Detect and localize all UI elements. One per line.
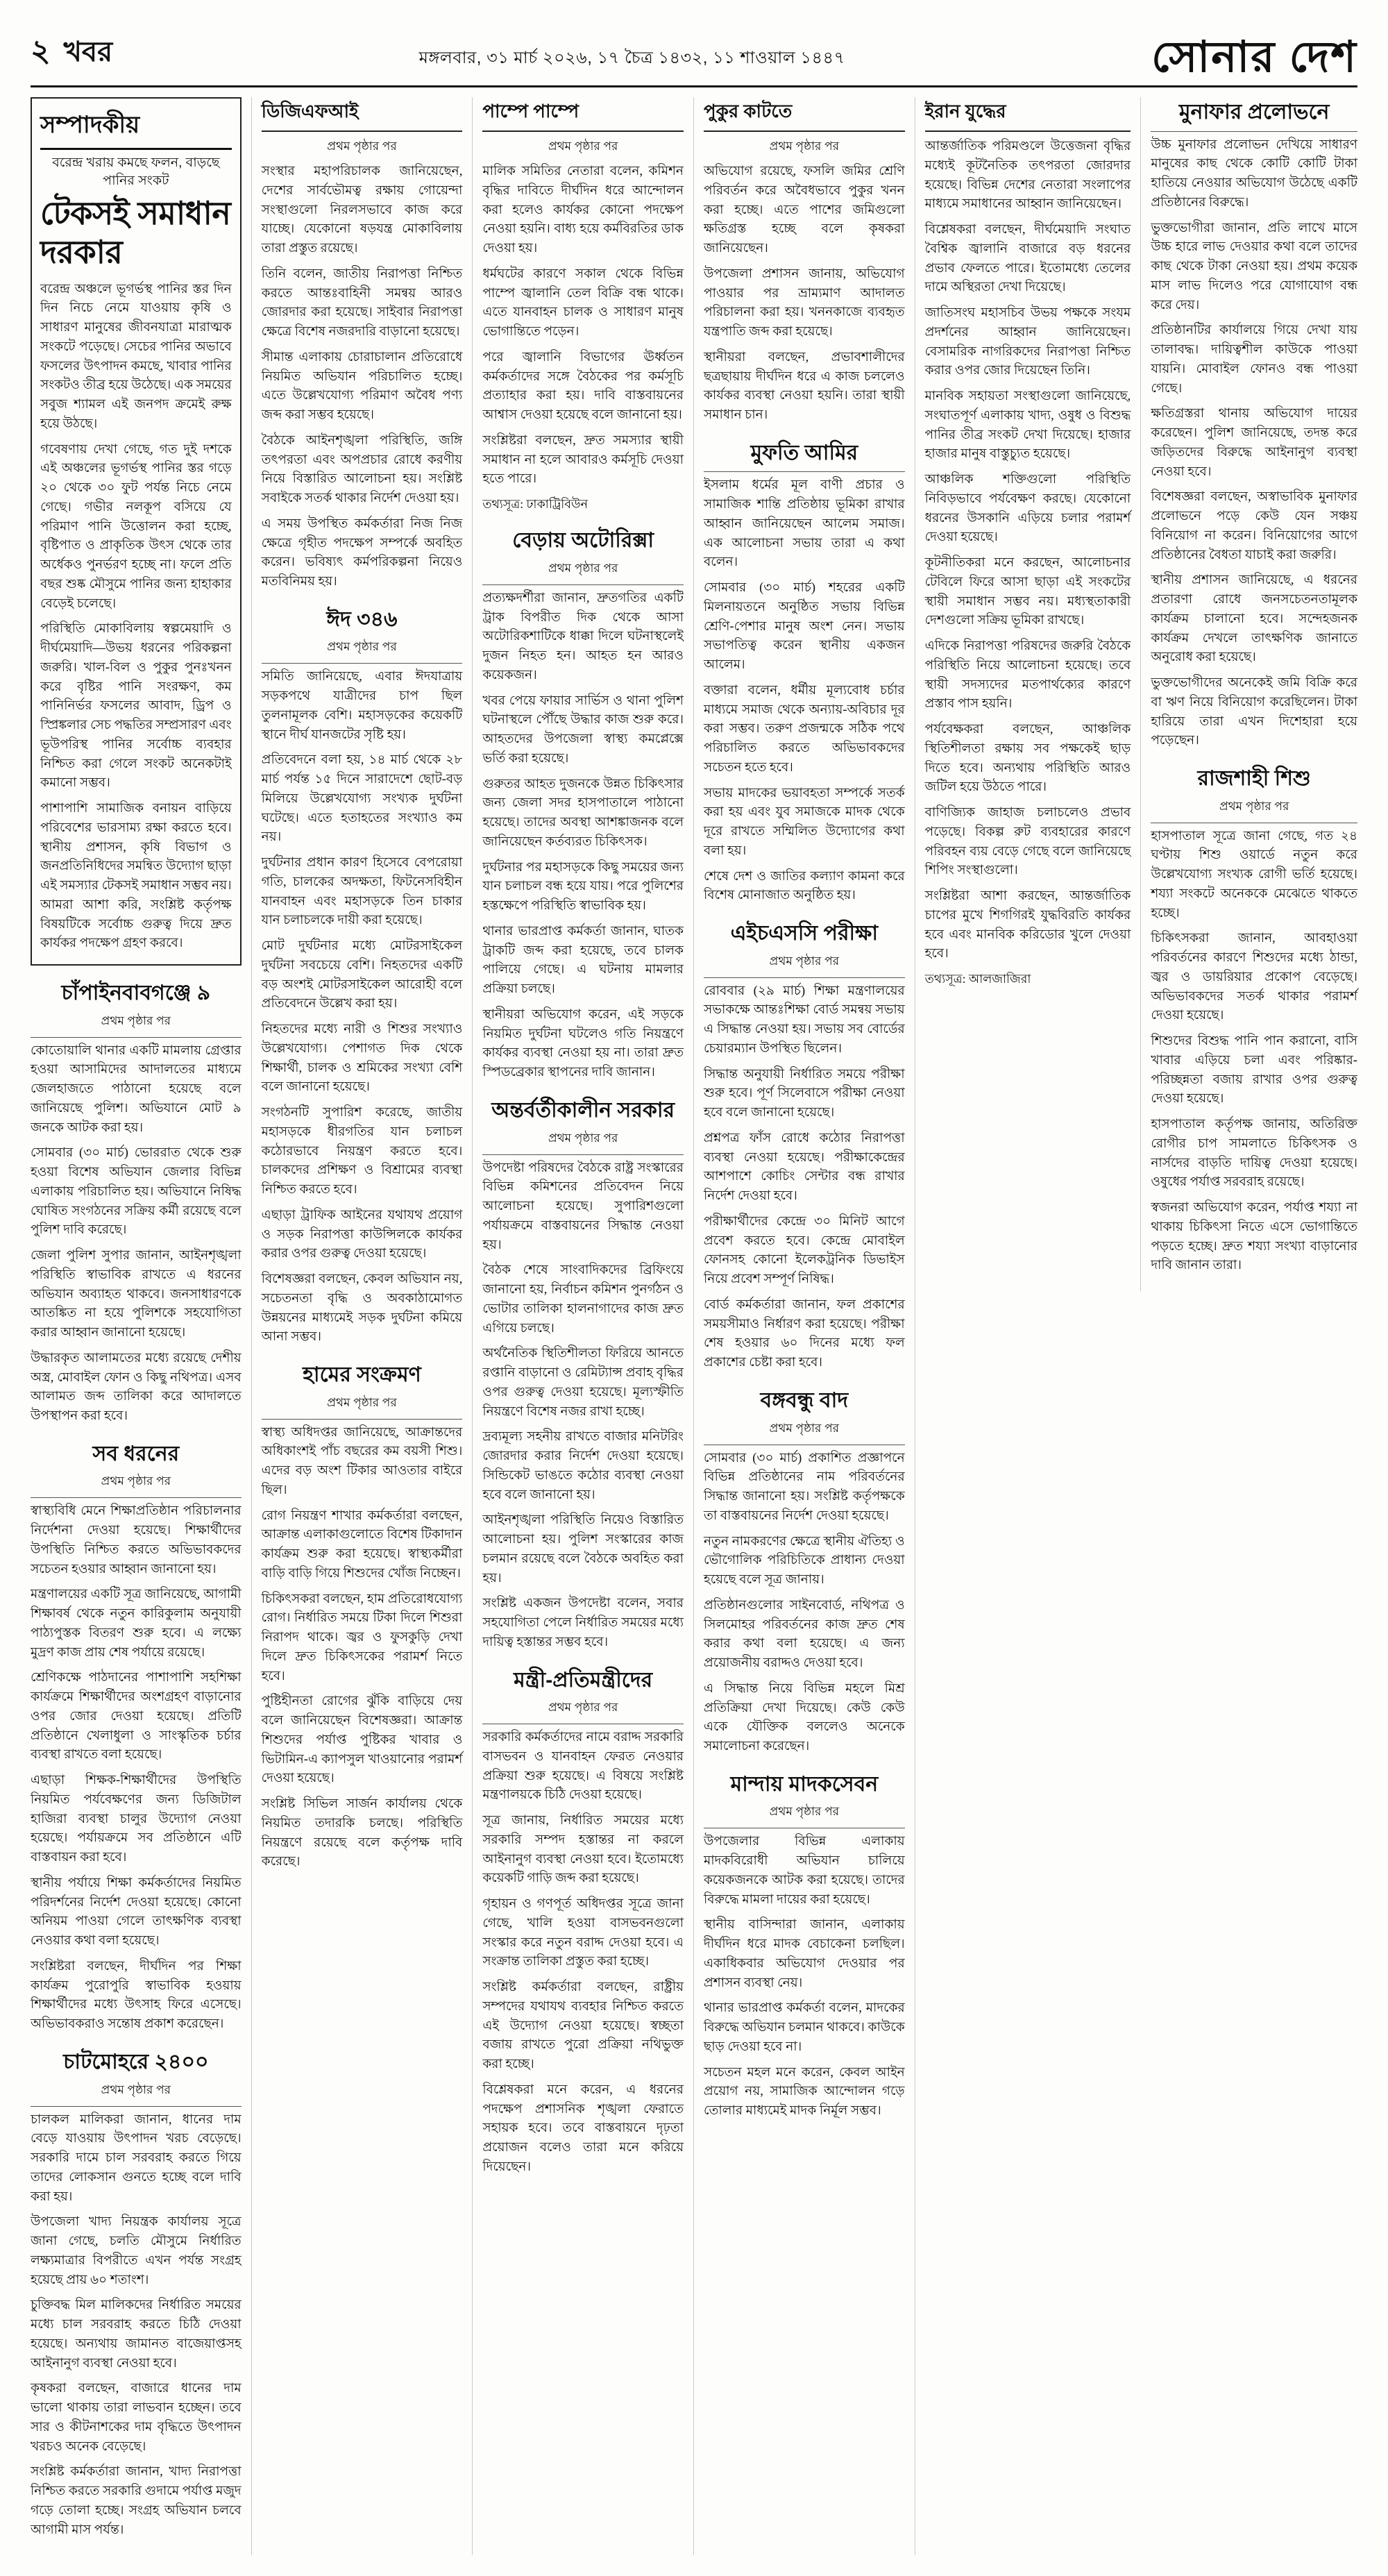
article <box>31 2050 242 2540</box>
paragraph: মালিক সমিতির নেতারা বলেন, কমিশন বৃদ্ধির দাবিতে দীর্ঘদিন ধরে আন্দোলন করা হলেও কার্যকর কোনো পদক্ষেপ নেওয়া হয়নি। বাধ্য হয়ে কর্মবিরতির ডাক দেওয়া হয়। <box>482 165 684 255</box>
paragraph: সংশ্লিষ্ট সিভিল সার্জন কার্যালয় থেকে নিয়মিত তদারকি চলছে। পরিস্থিতি নিয়ন্ত্রণে রয়েছে বলে কর্তৃপক্ষ দাবি করেছে। <box>261 1797 463 1869</box>
article <box>1151 766 1357 1276</box>
article <box>704 1388 905 1757</box>
jumpline: প্রথম পৃষ্ঠার পর <box>548 1131 618 1145</box>
editorial-box <box>31 97 242 966</box>
jumpline: প্রথম পৃষ্ঠার পর <box>769 1421 839 1435</box>
paragraph: চিকিৎসকরা জানান, আবহাওয়া পরিবর্তনের কারণে শিশুদের মধ্যে ঠান্ডা, জ্বর ও ডায়রিয়ার প্রকোপ বেড়েছে। অভিভাবকদের সতর্ক থাকার পরামর্শ দেওয়া হয়েছে। <box>1151 932 1357 1023</box>
paragraph: ভুক্তভোগীরা জানান, প্রতি লাখে মাসে উচ্চ হারে লাভ দেওয়ার কথা বলে তাদের কাছ থেকে টাকা নেওয়া হয়। প্রথম কয়েক মাস লাভ দিলেও পরে যোগাযোগ বন্ধ করে দেয়। <box>1151 221 1357 312</box>
paragraph: গৃহায়ন ও গণপূর্ত অধিদপ্তর সূত্রে জানা গেছে, খালি হওয়া বাসভবনগুলো সংস্কার করে নতুন বরাদ্দ দেওয়া হবে। এ সংক্রান্ত তালিকা প্রস্তুত করা হচ্ছে। <box>482 1897 684 1969</box>
paragraph: সংশ্লিষ্ট একজন উপদেষ্টা বলেন, সবার সহযোগিতা পেলে নির্ধারিত সময়ের মধ্যে দায়িত্ব হস্তান্তর সম্ভব হবে। <box>482 1597 684 1649</box>
article-kicker: পুকুর কাটতে <box>704 97 905 132</box>
article-headline: ঈদ ৩৪৬ <box>326 607 398 631</box>
paragraph: ধর্মঘটের কারণে সকাল থেকে বিভিন্ন পাম্পে জ্বালানি তেল বিক্রি বন্ধ থাকে। এতে যানবাহন চালক ও সাধারণ মানুষ ভোগান্তিতে পড়েন। <box>482 267 684 339</box>
paragraph: স্থানীয় প্রশাসন জানিয়েছে, এ ধরনের প্রতারণা রোধে জনসচেতনতামূলক কার্যক্রম চালানো হবে। সন্দেহজনক কার্যক্রম দেখলে তাৎক্ষণিক জানাতে অনুরোধ করা হয়েছে। <box>1151 573 1357 665</box>
paragraph: স্থানীয়রা বলছেন, প্রভাবশালীদের ছত্রছায়ায় দীর্ঘদিন ধরে এ কাজ চললেও কার্যকর ব্যবস্থা নেওয়া হয়নি। তারা স্থায়ী সমাধান চান। <box>703 350 905 422</box>
paragraph: সংশ্লিষ্টরা আশা করছেন, আন্তর্জাতিক চাপের মুখে শিগগিরই যুদ্ধবিরতি কার্যকর হবে এবং মানবিক করিডোর খুলে দেওয়া হবে। <box>924 889 1131 961</box>
paragraph: সংগঠনটি সুপারিশ করেছে, জাতীয় মহাসড়কে ধীরগতির যান চলাচল কঠোরভাবে নিয়ন্ত্রণ করতে হবে। চালকদের প্রশিক্ষণ ও বিশ্রামের ব্যবস্থা নিশ্চিত করতে হবে। <box>261 1106 463 1197</box>
paragraph: সোমবার (৩০ মার্চ) শহরের একটি মিলনায়তনে অনুষ্ঠিত সভায় বিভিন্ন শ্রেণি-পেশার মানুষ অংশ নেন। সভায় সভাপতিত্ব করেন স্থানীয় একজন আলেম। <box>703 581 905 673</box>
dateline: মঙ্গলবার, ৩১ মার্চ ২০২৬, ১৭ চৈত্র ১৪৩২, ১১ শাওয়াল ১৪৪৭ <box>418 49 845 67</box>
page-number: ২ <box>31 34 51 68</box>
paragraph: প্রত্যক্ষদর্শীরা জানান, দ্রুতগতির একটি ট্রাক বিপরীত দিক থেকে আসা অটোরিকশাটিকে ধাক্কা দিলে ঘটনাস্থলেই দুজন নিহত হন। আহত হন আরও কয়েকজন। <box>482 591 684 682</box>
paragraph: পর্যবেক্ষকরা বলছেন, আঞ্চলিক স্থিতিশীলতা রক্ষায় সব পক্ষকেই ছাড় দিতে হবে। অন্যথায় পরিস্থিতি আরও জটিল হয়ে উঠতে পারে। <box>924 723 1131 795</box>
paragraph: উপজেলার বিভিন্ন এলাকায় মাদকবিরোধী অভিযান চালিয়ে কয়েকজনকে আটক করা হয়েছে। তাদের বিরুদ্ধে মামলা দায়ের করা হয়েছে। <box>703 1835 905 1907</box>
divider <box>31 1037 242 1038</box>
column-5a <box>925 97 1142 1291</box>
paragraph: ভুক্তভোগীদের অনেকেই জমি বিক্রি করে বা ঋণ নিয়ে বিনিয়োগ করেছিলেন। টাকা হারিয়ে তারা এখন দিশেহারা হয়ে পড়েছেন। <box>1151 676 1357 748</box>
paragraph: আন্তর্জাতিক পরিমণ্ডলে উত্তেজনা বৃদ্ধির মধ্যেই কূটনৈতিক তৎপরতা জোরদার হয়েছে। বিভিন্ন দেশের নেতারা সংলাপের মাধ্যমে সমাধানের আহ্বান জানিয়েছেন। <box>924 140 1131 212</box>
article <box>482 528 684 1083</box>
masthead <box>31 28 1357 87</box>
article <box>704 921 905 1373</box>
jumpline: প্রথম পৃষ্ঠার পর <box>327 1395 397 1409</box>
paragraph: গুরুতর আহত দুজনকে উন্নত চিকিৎসার জন্য জেলা সদর হাসপাতালে পাঠানো হয়েছে। তাদের অবস্থা আশঙ্কাজনক বলে জানিয়েছেন কর্তব্যরত চিকিৎসক। <box>482 777 684 849</box>
paragraph: কৃষকরা বলছেন, বাজারে ধানের দাম ভালো থাকায় তারা লাভবান হচ্ছেন। তবে সার ও কীটনাশকের দাম বৃদ্ধিতে উৎপাদন খরচও অনেক বেড়েছে। <box>31 2382 242 2454</box>
paragraph: উচ্চ মুনাফার প্রলোভন দেখিয়ে সাধারণ মানুষের কাছ থেকে কোটি কোটি টাকা হাতিয়ে নেওয়ার অভিযোগ উঠেছে একটি প্রতিষ্ঠানের বিরুদ্ধে। <box>1151 137 1357 210</box>
editorial-label: সম্পাদকীয় <box>40 107 232 150</box>
article-headline: বেড়ায় অটোরিক্সা <box>512 529 654 553</box>
article-headline: রাজশাহী শিশু <box>1197 767 1311 791</box>
paragraph: সভায় মাদকের ভয়াবহতা সম্পর্কে সতর্ক করা হয় এবং যুব সমাজকে মাদক থেকে দূরে রাখতে সম্মিলিত উদ্যোগের কথা বলা হয়। <box>703 786 905 858</box>
paragraph: পরে জ্বালানি বিভাগের ঊর্ধ্বতন কর্মকর্তাদের সঙ্গে বৈঠকের পর কর্মসূচি প্রত্যাহার করা হয়। দাবি বাস্তবায়নের আশ্বাস দেওয়া হয়েছে বলে জানানো হয়। <box>482 350 684 422</box>
article-kicker: ইরান যুদ্ধের <box>925 97 1131 132</box>
paragraph: বিশেষজ্ঞরা বলছেন, কেবল অভিযান নয়, সচেতনতা বৃদ্ধি ও অবকাঠামোগত উন্নয়নের মাধ্যমেই সড়ক দুর্ঘটনা কমিয়ে আনা সম্ভব। <box>261 1272 463 1345</box>
paragraph: এ সিদ্ধান্ত নিয়ে বিভিন্ন মহলে মিশ্র প্রতিক্রিয়া দেখা দিয়েছে। কেউ কেউ একে যৌক্তিক বললেও অনেকে সমালোচনা করেছেন। <box>703 1681 905 1754</box>
paragraph: থানার ভারপ্রাপ্ত কর্মকর্তা বলেন, মাদকের বিরুদ্ধে অভিযান চলমান থাকবে। কাউকে ছাড় দেওয়া হবে না। <box>703 2001 905 2054</box>
jumpline: প্রথম পৃষ্ঠার পর <box>548 140 618 153</box>
paragraph: প্রতিষ্ঠানগুলোর সাইনবোর্ড, নথিপত্র ও সিলমোহর পরিবর্তনের কাজ দ্রুত শেষ করার কথা বলা হয়েছে। এ জন্য প্রয়োজনীয় বরাদ্দও দেওয়া হবে। <box>703 1598 905 1671</box>
column-2 <box>252 97 473 2555</box>
article <box>31 981 242 1426</box>
paragraph: বৈঠক শেষে সাংবাদিকদের ব্রিফিংয়ে জানানো হয়, নির্বাচন কমিশন পুনর্গঠন ও ভোটার তালিকা হালনাগাদের কাজ দ্রুত এগিয়ে চলছে। <box>482 1263 684 1336</box>
article-headline: এইচএসসি পরীক্ষা <box>730 922 879 945</box>
paragraph: রোগ নিয়ন্ত্রণ শাখার কর্মকর্তারা বলছেন, আক্রান্ত এলাকাগুলোতে বিশেষ টিকাদান কার্যক্রম শুরু করা হয়েছে। স্বাস্থ্যকর্মীরা বাড়ি বাড়ি গিয়ে শিশুদের খোঁজ নিচ্ছেন। <box>261 1508 463 1581</box>
paragraph: ইসলাম ধর্মের মূল বাণী প্রচার ও সামাজিক শান্তি প্রতিষ্ঠায় ভূমিকা রাখার আহ্বান জানিয়েছেন আলেম সমাজ। এক আলোচনা সভায় তারা এ কথা বলেন। <box>703 478 905 570</box>
paragraph: হাসপাতাল কর্তৃপক্ষ জানায়, অতিরিক্ত রোগীর চাপ সামলাতে চিকিৎসক ও নার্সদের বাড়তি দায়িত্ব দেওয়া হয়েছে। ওষুধের পর্যাপ্ত সরবরাহ রয়েছে। <box>1151 1118 1357 1190</box>
paragraph: স্থানীয় পর্যায়ে শিক্ষা কর্মকর্তাদের নিয়মিত পরিদর্শনের নির্দেশ দেওয়া হয়েছে। কোনো অনিয়ম পাওয়া গেলে তাৎক্ষণিক ব্যবস্থা নেওয়ার কথা বলা হয়েছে। <box>31 1876 242 1948</box>
article-headline: মুনাফার প্রলোভনে <box>1178 101 1330 124</box>
paragraph: সীমান্ত এলাকায় চোরাচালান প্রতিরোধে নিয়মিত অভিযান পরিচালিত হচ্ছে। এতে উল্লেখযোগ্য পরিমাণ অবৈধ পণ্য জব্দ করা সম্ভব হয়েছে। <box>261 350 463 422</box>
paragraph: সংশ্লিষ্টরা বলছেন, দীর্ঘদিন পর শিক্ষা কার্যক্রম পুরোপুরি স্বাভাবিক হওয়ায় শিক্ষার্থীদের মধ্যে উৎসাহ ফিরে এসেছে। অভিভাবকরাও সন্তোষ প্রকাশ করেছেন। <box>31 1959 242 2032</box>
article <box>704 1772 905 2121</box>
paragraph: উপজেলা প্রশাসন জানায়, অভিযোগ পাওয়ার পর ভ্রাম্যমাণ আদালত পরিচালনা করা হয়। খননকাজে ব্যবহৃত যন্ত্রপাতি জব্দ করা হয়েছে। <box>703 267 905 339</box>
article-headline: চাটমোহরে ২৪০০ <box>63 2050 209 2073</box>
paragraph: এছাড়া ট্রাফিক আইনের যথাযথ প্রয়োগ ও সড়ক নিরাপত্তা কাউন্সিলকে কার্যকর করার ওপর গুরুত্ব দেওয়া হয়েছে। <box>261 1208 463 1261</box>
paragraph: প্রতিবেদনে বলা হয়, ১৪ মার্চ থেকে ২৮ মার্চ পর্যন্ত ১৫ দিনে সারাদেশে ছোট-বড় মিলিয়ে উল্লেখযোগ্য সংখ্যক দুর্ঘটনা ঘটেছে। এতে হতাহতের সংখ্যাও কম নয়। <box>261 753 463 845</box>
paragraph: স্থানীয় বাসিন্দারা জানান, এলাকায় দীর্ঘদিন ধরে মাদক বেচাকেনা চলছিল। একাধিকবার অভিযোগ দেওয়ার পর প্রশাসন ব্যবস্থা নেয়। <box>703 1918 905 1990</box>
paragraph: পরীক্ষার্থীদের কেন্দ্রে ৩০ মিনিট আগে প্রবেশ করতে হবে। কেন্দ্রে মোবাইল ফোনসহ কোনো ইলেকট্রনিক ডিভাইস নিয়ে প্রবেশ সম্পূর্ণ নিষিদ্ধ। <box>703 1214 905 1287</box>
paper-logo: সোনার দেশ <box>1151 33 1357 82</box>
paragraph: হাসপাতাল সূত্রে জানা গেছে, গত ২৪ ঘণ্টায় শিশু ওয়ার্ডে নতুন করে উল্লেখযোগ্য সংখ্যক রোগী ভর্তি হয়েছে। শয্যা সংকটে অনেককে মেঝেতে থাকতে হচ্ছে। <box>1151 829 1357 920</box>
paragraph: জাতিসংঘ মহাসচিব উভয় পক্ষকে সংযম প্রদর্শনের আহ্বান জানিয়েছেন। বেসামরিক নাগরিকদের নিরাপত্তা নিশ্চিত করার ওপর জোর দিয়েছেন তিনি। <box>924 306 1131 378</box>
paragraph: এদিকে নিরাপত্তা পরিষদের জরুরি বৈঠকে পরিস্থিতি নিয়ে আলোচনা হয়েছে। তবে স্থায়ী সদস্যদের মতপার্থক্যের কারণে প্রস্তাব পাস হয়নি। <box>924 639 1131 712</box>
paragraph: সচেতন মহল মনে করেন, কেবল আইন প্রয়োগ নয়, সামাজিক আন্দোলন গড়ে তোলার মাধ্যমেই মাদক নির্মূল সম্ভব। <box>703 2065 905 2119</box>
masthead-left <box>31 28 112 78</box>
article <box>704 441 905 906</box>
paragraph: সংশ্লিষ্টরা বলছেন, দ্রুত সমস্যার স্থায়ী সমাধান না হলে আবারও কর্মসূচি দেওয়া হতে পারে। <box>482 433 684 487</box>
paragraph: চুক্তিবদ্ধ মিল মালিকদের নির্ধারিত সময়ের মধ্যে চাল সরবরাহ করতে চিঠি দেওয়া হয়েছে। অন্যথায় জামানত বাজেয়াপ্তসহ আইনানুগ ব্যবস্থা নেওয়া হবে। <box>31 2298 242 2371</box>
article-headline: সব ধরনের <box>92 1442 180 1465</box>
article-headline: বঙ্গবন্ধু বাদ <box>760 1388 849 1412</box>
paragraph: শেষে দেশ ও জাতির কল্যাণ কামনা করে বিশেষ মোনাজাত অনুষ্ঠিত হয়। <box>703 869 905 903</box>
paragraph: সংস্থার মহাপরিচালক জানিয়েছেন, দেশের সার্বভৌমত্ব রক্ষায় গোয়েন্দা সংস্থাগুলো নিরলসভাবে কাজ করে যাচ্ছে। যেকোনো ষড়যন্ত্র মোকাবিলায় তারা প্রস্তুত রয়েছে। <box>261 165 463 255</box>
paragraph: নিহতদের মধ্যে নারী ও শিশুর সংখ্যাও উল্লেখযোগ্য। পেশাগত দিক থেকে শিক্ষার্থী, চালক ও শ্রমিকের সংখ্যা বেশি বলে জানানো হয়েছে। <box>261 1022 463 1095</box>
paragraph: মানবিক সহায়তা সংস্থাগুলো জানিয়েছে, সংঘাতপূর্ণ এলাকায় খাদ্য, ওষুধ ও বিশুদ্ধ পানির তীব্র সংকট দেখা দিয়েছে। হাজার হাজার মানুষ বাস্তুচ্যুত হয়েছে। <box>924 389 1131 462</box>
article <box>262 607 463 1347</box>
paragraph: এছাড়া শিক্ষক-শিক্ষার্থীদের উপস্থিতি নিয়মিত পর্যবেক্ষণের জন্য ডিজিটাল হাজিরা ব্যবস্থা চালুর উদ্যোগ নেওয়া হয়েছে। পর্যায়ক্রমে সব প্রতিষ্ঠানে এটি বাস্তবায়ন করা হবে। <box>31 1774 242 1865</box>
divider <box>482 584 684 585</box>
paragraph: আইনশৃঙ্খলা পরিস্থিতি নিয়েও বিস্তারিত আলোচনা হয়। পুলিশ সংস্কারের কাজ চলমান রয়েছে বলে বৈঠকে অবহিত করা হয়। <box>482 1513 684 1585</box>
article-headline: অন্তর্বর্তীকালীন সরকার <box>491 1098 675 1122</box>
paragraph: স্বাস্থ্যবিধি মেনে শিক্ষাপ্রতিষ্ঠান পরিচালনার নির্দেশনা দেওয়া হয়েছে। শিক্ষার্থীদের উপস্থিতি নিশ্চিত করতে অভিভাবকদের সচেতন হওয়ার আহ্বান জানানো হয়। <box>31 1504 242 1576</box>
paragraph: বক্তারা বলেন, ধর্মীয় মূল্যবোধ চর্চার মাধ্যমে সমাজ থেকে অন্যায়-অবিচার দূর করা সম্ভব। তরুণ প্রজন্মকে সঠিক পথে পরিচালিত করতে অভিভাবকদের সচেতন হতে হবে। <box>703 683 905 775</box>
paragraph: খবর পেয়ে ফায়ার সার্ভিস ও থানা পুলিশ ঘটনাস্থলে পৌঁছে উদ্ধার কাজ শুরু করে। আহতদের উপজেলা স্বাস্থ্য কমপ্লেক্সে ভর্তি করা হয়েছে। <box>482 693 684 766</box>
paragraph: মন্ত্রণালয়ের একটি সূত্র জানিয়েছে, আগামী শিক্ষাবর্ষ থেকে নতুন কারিকুলাম অনুযায়ী পাঠ্যপুস্তক বিতরণ শুরু হবে। এ লক্ষ্যে মুদ্রণ কাজ প্রায় শেষ পর্যায়ে রয়েছে। <box>31 1588 242 1660</box>
article <box>482 97 684 513</box>
article <box>704 97 905 426</box>
paragraph: কূটনীতিকরা মনে করছেন, আলোচনার টেবিলে ফিরে আসা ছাড়া এই সংকটের স্থায়ী সমাধান সম্ভব নয়। মধ্যস্থতাকারী দেশগুলো সক্রিয় ভূমিকা রাখছে। <box>924 556 1131 628</box>
paragraph: স্বাস্থ্য অধিদপ্তর জানিয়েছে, আক্রান্তদের অধিকাংশই পাঁচ বছরের কম বয়সী শিশু। এদের বড় অংশ টিকার আওতার বাইরে ছিল। <box>261 1425 463 1497</box>
jumpline: প্রথম পৃষ্ঠার পর <box>101 1013 171 1027</box>
jumpline: প্রথম পৃষ্ঠার পর <box>1219 799 1289 813</box>
paragraph: শিশুদের বিশুদ্ধ পানি পান করানো, বাসি খাবার এড়িয়ে চলা এবং পরিষ্কার-পরিচ্ছন্নতা বজায় রাখার ওপর গুরুত্ব দেওয়া হয়েছে। <box>1151 1034 1357 1106</box>
paragraph: অভিযোগ রয়েছে, ফসলি জমির শ্রেণি পরিবর্তন করে অবৈধভাবে পুকুর খনন করা হচ্ছে। এতে পাশের জমিগুলো ক্ষতিগ্রস্ত হচ্ছে বলে কৃষকরা জানিয়েছেন। <box>703 165 905 255</box>
paragraph: বোর্ড কর্মকর্তারা জানান, ফল প্রকাশের সময়সীমাও নির্ধারণ করা হয়েছে। পরীক্ষা শেষ হওয়ার ৬০ দিনের মধ্যে ফল প্রকাশের চেষ্টা করা হবে। <box>703 1297 905 1370</box>
jumpline: প্রথম পৃষ্ঠার পর <box>548 561 618 575</box>
paragraph: দুর্ঘটনার প্রধান কারণ হিসেবে বেপরোয়া গতি, চালকের অদক্ষতা, ফিটনেসবিহীন যানবাহন এবং মহাসড়কে তিন চাকার যান চলাচলকে দায়ী করা হয়েছে। <box>261 856 463 928</box>
section-name: খবর <box>63 37 113 67</box>
paragraph: বরেন্দ্র অঞ্চলে ভূগর্ভস্থ পানির স্তর দিন দিন নিচে নেমে যাওয়ায় কৃষি ও সাধারণ মানুষের জীবনযাত্রা মারাত্মক সংকটে পড়েছে। সেচের পানির অভাবে ফসলের উৎপাদন কমছে, খাবার পানির সংকটও তীব্র হয়ে উঠেছে। এক সময়ের সবুজ শ্যামল এই জনপদ ক্রমেই রুক্ষ হয়ে উঠছে। <box>40 282 232 431</box>
column-5b <box>1141 97 1357 1291</box>
divider <box>31 1497 242 1498</box>
jumpline: প্রথম পৃষ্ঠার পর <box>769 140 839 153</box>
paragraph: প্রতিষ্ঠানটির কার্যালয়ে গিয়ে দেখা যায় তালাবদ্ধ। দায়িত্বশীল কাউকে পাওয়া যায়নি। মোবাইল ফোনও বন্ধ পাওয়া গেছে। <box>1151 323 1357 396</box>
column-3 <box>473 97 694 2555</box>
paragraph: প্রশ্নপত্র ফাঁস রোধে কঠোর নিরাপত্তা ব্যবস্থা নেওয়া হয়েছে। পরীক্ষাকেন্দ্রের আশপাশে কোচিং সেন্টার বন্ধ রাখার নির্দেশ দেওয়া হবে। <box>703 1131 905 1204</box>
paragraph: জেলা পুলিশ সুপার জানান, আইনশৃঙ্খলা পরিস্থিতি স্বাভাবিক রাখতে এ ধরনের অভিযান অব্যাহত থাকবে। জনসাধারণকে আতঙ্কিত না হয়ে পুলিশকে সহযোগিতা করার আহ্বান জানানো হয়েছে। <box>31 1249 242 1340</box>
article-headline: চাঁপাইনবাবগঞ্জে ৯ <box>61 982 211 1004</box>
paragraph: নতুন নামকরণের ক্ষেত্রে স্থানীয় ঐতিহ্য ও ভৌগোলিক পরিচিতিকে প্রাধান্য দেওয়া হয়েছে বলে সূত্র জানায়। <box>703 1534 905 1588</box>
paragraph: বিশ্লেষকরা মনে করেন, এ ধরনের পদক্ষেপ প্রশাসনিক শৃঙ্খলা ফেরাতে সহায়ক হবে। তবে বাস্তবায়নে দৃঢ়তা প্রয়োজন বলেও তারা মনে করিয়ে দিয়েছেন। <box>482 2082 684 2174</box>
paragraph: সংশ্লিষ্ট কর্মকর্তারা বলছেন, রাষ্ট্রীয় সম্পদের যথাযথ ব্যবহার নিশ্চিত করতে এই উদ্যোগ নেওয়া হয়েছে। স্বচ্ছতা বজায় রাখতে পুরো প্রক্রিয়া নথিভুক্ত করা হচ্ছে। <box>482 1980 684 2072</box>
divider <box>704 471 905 472</box>
paragraph: আঞ্চলিক শক্তিগুলো পরিস্থিতি নিবিড়ভাবে পর্যবেক্ষণ করছে। যেকোনো ধরনের উসকানি এড়িয়ে চলার পরামর্শ দেওয়া হয়েছে। <box>924 473 1131 545</box>
jumpline: প্রথম পৃষ্ঠার পর <box>101 1474 171 1488</box>
paragraph: এ সময় উপস্থিত কর্মকর্তারা নিজ নিজ ক্ষেত্রে গৃহীত পদক্ষেপ সম্পর্কে অবহিত করেন। ভবিষ্যৎ কর্মপরিকল্পনা নিয়েও মতবিনিময় হয়। <box>261 516 463 589</box>
article-headline: মুফতি আমির <box>750 441 858 464</box>
paragraph: উপদেষ্টা পরিষদের বৈঠকে রাষ্ট্র সংস্কারের বিভিন্ন কমিশনের প্রতিবেদন নিয়ে আলোচনা হয়েছে। সুপারিশগুলো পর্যায়ক্রমে বাস্তবায়নের সিদ্ধান্ত নেওয়া হয়। <box>482 1161 684 1252</box>
article <box>1151 100 1357 751</box>
paragraph: সিদ্ধান্ত অনুযায়ী নির্ধারিত সময়ে পরীক্ষা শুরু হবে। পূর্ণ সিলেবাসে পরীক্ষা নেওয়া হবে বলে জানানো হয়েছে। <box>703 1067 905 1120</box>
paragraph: উপজেলা খাদ্য নিয়ন্ত্রক কার্যালয় সূত্রে জানা গেছে, চলতি মৌসুমে নির্ধারিত লক্ষ্যমাত্রার বিপরীতে এখন পর্যন্ত সংগ্রহ হয়েছে প্রায় ৬০ শতাংশ। <box>31 2215 242 2287</box>
article <box>31 1442 242 2035</box>
editorial-subhead: বরেন্দ্র খরায় কমছে ফলন, বাড়ছে পানির সংকট <box>52 155 220 188</box>
paragraph: স্থানীয়রা অভিযোগ করেন, এই সড়কে নিয়মিত দুর্ঘটনা ঘটলেও গতি নিয়ন্ত্রণে কার্যকর ব্যবস্থা নেওয়া হয় না। তারা দ্রুত স্পিডব্রেকার স্থাপনের দাবি জানান। <box>482 1007 684 1080</box>
jumpline: প্রথম পৃষ্ঠার পর <box>327 640 397 654</box>
article <box>262 97 463 592</box>
paragraph: রোববার (২৯ মার্চ) শিক্ষা মন্ত্রণালয়ের সভাকক্ষে আন্তঃশিক্ষা বোর্ড সমন্বয় সভায় এ সিদ্ধান্ত নেওয়া হয়। সভায় সব বোর্ডের চেয়ারম্যান উপস্থিত ছিলেন। <box>703 984 905 1056</box>
paragraph: চালকল মালিকরা জানান, ধানের দাম বেড়ে যাওয়ায় উৎপাদন খরচ বেড়েছে। সরকারি দামে চাল সরবরাহ করতে গিয়ে তাদের লোকসান গুনতে হচ্ছে বলে দাবি করা হয়। <box>31 2112 242 2204</box>
paragraph: মোট দুর্ঘটনার মধ্যে মোটরসাইকেল দুর্ঘটনা সবচেয়ে বেশি। নিহতদের একটি বড় অংশই মোটরসাইকেল আরোহী বলে প্রতিবেদনে উল্লেখ করা হয়। <box>261 939 463 1011</box>
paragraph: সোমবার (৩০ মার্চ) প্রকাশিত প্রজ্ঞাপনে বিভিন্ন প্রতিষ্ঠানের নাম পরিবর্তনের সিদ্ধান্ত জানানো হয়। সংশ্লিষ্ট কর্তৃপক্ষকে তা বাস্তবায়নের নির্দেশ দেওয়া হয়েছে। <box>703 1451 905 1523</box>
paragraph: পরিস্থিতি মোকাবিলায় স্বল্পমেয়াদি ও দীর্ঘমেয়াদি—উভয় ধরনের পরিকল্পনা জরুরি। খাল-বিল ও পুকুর পুনঃখনন করে বৃষ্টির পানি সংরক্ষণ, কম পানিনির্ভর ফসলের আবাদ, ড্রিপ ও স্প্রিঙ্কলার সেচ পদ্ধতির সম্প্রসারণ এবং ভূউপরিস্থ পানির সর্বোচ্চ ব্যবহার নিশ্চিত করা গেলে সংকট অনেকটাই কমানো সম্ভব। <box>40 622 232 791</box>
paragraph: চিকিৎসকরা বলছেন, হাম প্রতিরোধযোগ্য রোগ। নির্ধারিত সময়ে টিকা দিলে শিশুরা নিরাপদ থাকে। জ্বর ও ফুসকুড়ি দেখা দিলে দ্রুত চিকিৎসকের পরামর্শ নিতে হবে। <box>261 1592 463 1683</box>
paragraph: ক্ষতিগ্রস্তরা থানায় অভিযোগ দায়ের করেছেন। পুলিশ জানিয়েছে, তদন্ত করে জড়িতদের বিরুদ্ধে আইনানুগ ব্যবস্থা নেওয়া হবে। <box>1151 407 1357 479</box>
jumpline: প্রথম পৃষ্ঠার পর <box>548 1701 618 1715</box>
paragraph: পাশাপাশি সামাজিক বনায়ন বাড়িয়ে পরিবেশের ভারসাম্য রক্ষা করতে হবে। স্থানীয় প্রশাসন, কৃষি বিভাগ ও জনপ্রতিনিধিদের সমন্বিত উদ্যোগ ছাড়া এই সমস্যার টেকসই সমাধান সম্ভব নয়। আমরা আশা করি, সংশ্লিষ্ট কর্তৃপক্ষ বিষয়টিকে সর্বোচ্চ গুরুত্ব দিয়ে দ্রুত কার্যকর পদক্ষেপ গ্রহণ করবে। <box>40 802 232 951</box>
paragraph: শ্রেণিকক্ষে পাঠদানের পাশাপাশি সহশিক্ষা কার্যক্রমে শিক্ষার্থীদের অংশগ্রহণ বাড়ানোর ওপর জোর দেওয়া হয়েছে। প্রতিটি প্রতিষ্ঠানে খেলাধুলা ও সাংস্কৃতিক চর্চার ব্যবস্থা রাখতে বলা হয়েছে। <box>31 1671 242 1762</box>
article-headline: মান্দায় মাদকসেবন <box>730 1772 879 1796</box>
paragraph: গবেষণায় দেখা গেছে, গত দুই দশকে এই অঞ্চলের ভূগর্ভস্থ পানির স্তর গড়ে ২০ থেকে ৩০ ফুট পর্যন্ত নিচে নেমে গেছে। গভীর নলকূপ বসিয়ে যে পরিমাণ পানি উত্তোলন করা হচ্ছে, বৃষ্টিপাত ও প্রাকৃতিক উৎস থেকে তার অর্ধেকও পুনর্ভরণ হচ্ছে না। ফলে প্রতি বছর শুষ্ক মৌসুমে পানির জন্য হাহাকার বেড়েই চলেছে। <box>40 442 232 611</box>
divider <box>262 663 463 664</box>
paragraph: দ্রব্যমূল্য সহনীয় রাখতে বাজার মনিটরিং জোরদার করার নির্দেশ দেওয়া হয়েছে। সিন্ডিকেট ভাঙতে কঠোর ব্যবস্থা নেওয়া হবে বলে জানানো হয়। <box>482 1430 684 1502</box>
article-headline: হামের সংক্রমণ <box>303 1363 421 1387</box>
jumpline: প্রথম পৃষ্ঠার পর <box>769 954 839 968</box>
jumpline: প্রথম পৃষ্ঠার পর <box>769 1805 839 1819</box>
paragraph: সংশ্লিষ্ট কর্মকর্তারা জানান, খাদ্য নিরাপত্তা নিশ্চিত করতে সরকারি গুদামে পর্যাপ্ত মজুদ গড়ে তোলা হচ্ছে। সংগ্রহ অভিযান চলবে আগামী মাস পর্যন্ত। <box>31 2465 242 2537</box>
paragraph: সরকারি কর্মকর্তাদের নামে বরাদ্দ সরকারি বাসভবন ও যানবাহন ফেরত নেওয়ার প্রক্রিয়া শুরু হয়েছে। এ বিষয়ে সংশ্লিষ্ট মন্ত্রণালয়কে চিঠি দেওয়া হয়েছে। <box>482 1731 684 1803</box>
divider <box>482 1154 684 1155</box>
jumpline: প্রথম পৃষ্ঠার পর <box>101 2082 171 2096</box>
source-line: তথ্যসূত্র: ঢাকাট্রিবিউন <box>482 497 589 511</box>
paragraph: কোতোয়ালি থানার একটি মামলায় গ্রেপ্তার হওয়া আসামিদের আদালতের মাধ্যমে জেলহাজতে পাঠানো হয়েছে বলে জানিয়েছে পুলিশ। অভিযানে মোট ৯ জনকে আটক করা হয়। <box>31 1043 242 1135</box>
article <box>482 1098 684 1653</box>
editorial-headline: টেকসই সমাধান দরকার <box>40 195 231 271</box>
article <box>925 97 1131 988</box>
paragraph: বৈঠকে আইনশৃঙ্খলা পরিস্থিতি, জঙ্গি তৎপরতা এবং অপপ্রচার রোধে করণীয় নিয়ে বিস্তারিত আলোচনা হয়। সংশ্লিষ্ট সবাইকে সতর্ক থাকার নির্দেশ দেওয়া হয়। <box>261 433 463 505</box>
paragraph: অর্থনৈতিক স্থিতিশীলতা ফিরিয়ে আনতে রপ্তানি বাড়ানো ও রেমিট্যান্স প্রবাহ বৃদ্ধির ওপর গুরুত্ব দেওয়া হয়েছে। মূল্যস্ফীতি নিয়ন্ত্রণে বিশেষ নজর রাখা হচ্ছে। <box>482 1347 684 1419</box>
article <box>482 1668 684 2178</box>
column-1 <box>31 97 252 2555</box>
paragraph: স্বজনরা অভিযোগ করেন, পর্যাপ্ত শয্যা না থাকায় চিকিৎসা নিতে এসে ভোগান্তিতে পড়তে হচ্ছে। দ্রুত শয্যা সংখ্যা বাড়ানোর দাবি জানান তারা। <box>1151 1201 1357 1273</box>
divider <box>704 977 905 978</box>
column-5 <box>915 97 1357 2555</box>
paragraph: সমিতি জানিয়েছে, এবার ঈদযাত্রায় সড়কপথে যাত্রীদের চাপ ছিল তুলনামূলক বেশি। মহাসড়কের কয়েকটি স্থানে দীর্ঘ যানজটের সৃষ্টি হয়। <box>261 670 463 742</box>
jumpline: প্রথম পৃষ্ঠার পর <box>327 140 397 153</box>
article-kicker: পাম্পে পাম্পে <box>482 97 684 132</box>
paragraph: পুষ্টিহীনতা রোগের ঝুঁকি বাড়িয়ে দেয় বলে জানিয়েছেন বিশেষজ্ঞরা। আক্রান্ত শিশুদের পর্যাপ্ত পুষ্টিকর খাবার ও ভিটামিন-এ ক্যাপসুল খাওয়ানোর পরামর্শ দেওয়া হয়েছে। <box>261 1694 463 1786</box>
source-line: তথ্যসূত্র: আলজাজিরা <box>924 972 1031 986</box>
paragraph: থানার ভারপ্রাপ্ত কর্মকর্তা জানান, ঘাতক ট্রাকটি জব্দ করা হয়েছে, তবে চালক পালিয়ে গেছে। এ ঘটনায় মামলার প্রক্রিয়া চলছে। <box>482 924 684 997</box>
article <box>262 1363 463 1872</box>
paragraph: উদ্ধারকৃত আলামতের মধ্যে রয়েছে দেশীয় অস্ত্র, মোবাইল ফোন ও কিছু নথিপত্র। এসব আলামত জব্দ তালিকা করে আদালতে উপস্থাপন করা হবে। <box>31 1351 242 1424</box>
paragraph: দুর্ঘটনার পর মহাসড়কে কিছু সময়ের জন্য যান চলাচল বন্ধ হয়ে যায়। পরে পুলিশের হস্তক্ষেপে পরিস্থিতি স্বাভাবিক হয়। <box>482 860 684 914</box>
paragraph: বাণিজ্যিক জাহাজ চলাচলেও প্রভাব পড়েছে। বিকল্প রুট ব্যবহারের কারণে পরিবহন ব্যয় বেড়ে গেছে বলে জানিয়েছে শিপিং সংস্থাগুলো। <box>924 806 1131 878</box>
columns-grid <box>31 97 1357 2555</box>
paragraph: বিশেষজ্ঞরা বলছেন, অস্বাভাবিক মুনাফার প্রলোভনে পড়ে কেউ যেন সঞ্চয় বিনিয়োগ না করেন। বিনিয়োগের আগে প্রতিষ্ঠানের বৈধতা যাচাই করা জরুরি। <box>1151 490 1357 562</box>
column-4 <box>694 97 915 2555</box>
article-kicker: ডিজিএফআই <box>262 97 463 132</box>
paragraph: তিনি বলেন, জাতীয় নিরাপত্তা নিশ্চিত করতে আন্তঃবাহিনী সমন্বয় আরও জোরদার করা হয়েছে। সাইবার নিরাপত্তা ক্ষেত্রে বিশেষ নজরদারি বাড়ানো হয়েছে। <box>261 267 463 339</box>
paragraph: সোমবার (৩০ মার্চ) ভোররাত থেকে শুরু হওয়া বিশেষ অভিযান জেলার বিভিন্ন এলাকায় পরিচালিত হয়। অভিযানে নিষিদ্ধ ঘোষিত সংগঠনের সক্রিয় কর্মী রয়েছে বলে পুলিশ দাবি করেছে। <box>31 1146 242 1238</box>
paragraph: বিশ্লেষকরা বলছেন, দীর্ঘমেয়াদি সংঘাত বৈশ্বিক জ্বালানি বাজারে বড় ধরনের প্রভাব ফেলতে পারে। ইতোমধ্যে তেলের দামে অস্থিরতা দেখা দিয়েছে। <box>924 223 1131 295</box>
paragraph: সূত্র জানায়, নির্ধারিত সময়ের মধ্যে সরকারি সম্পদ হস্তান্তর না করলে আইনানুগ ব্যবস্থা নেওয়া হবে। ইতোমধ্যে কয়েকটি গাড়ি জব্দ করা হয়েছে। <box>482 1814 684 1886</box>
divider <box>31 2106 242 2107</box>
divider <box>262 1419 463 1420</box>
divider <box>1151 131 1357 132</box>
article-headline: মন্ত্রী-প্রতিমন্ত্রীদের <box>514 1668 653 1692</box>
